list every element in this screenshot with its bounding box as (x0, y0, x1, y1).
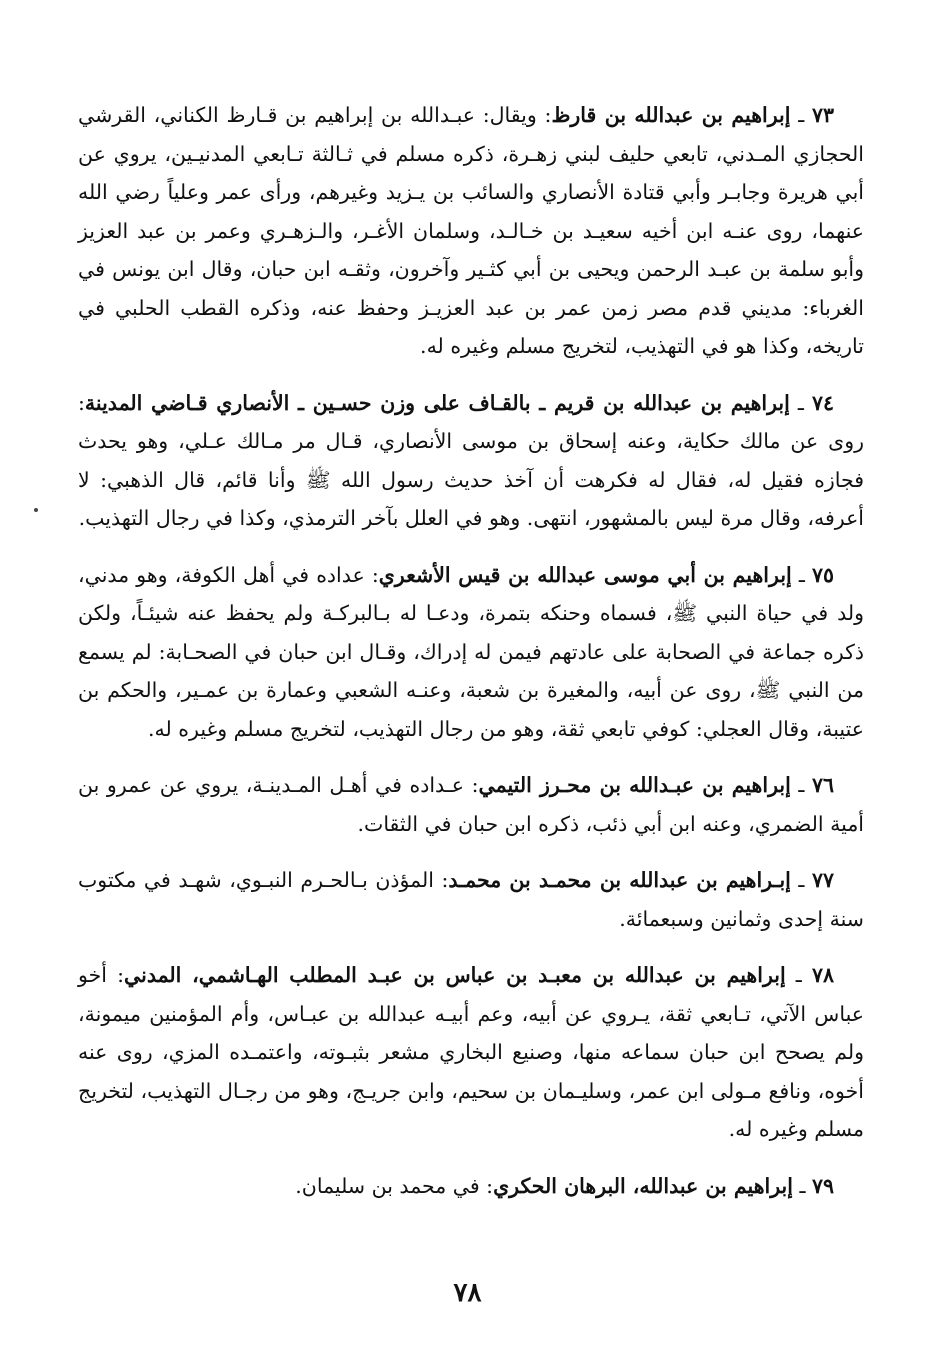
entry-text: : المؤذن بـالحـرم النبـوي، شهـد في مكتوب سنة إحدى وثمانين وسبعمائة. (78, 868, 864, 931)
entry-heading: إبراهيم بن عبـدالله بن محـرز التيمي (478, 773, 791, 797)
entry-number: ٧٥ (811, 562, 834, 587)
entry-78: ٧٨ ـ إبراهيم بن عبدالله بن معبـد بن عباس بن عبـد المطلب الهـاشمي، المدني: أخو عباس الآتي، تـابعي ثقة، يـروي عن أبيه، وعم أبيـه عبدالله بن عبـاس، وأم المؤمنين ميمونة، ولم يصحح ابن حبان سماعه منها، وصنيع البخاري مشعر بثبـوته، واعتمـده المزي، روى عنه أخوه، ونافع مـولى ابن عمر، وسليـمان بن سحيم، وابن جريـج، وهو من رجـال التهذيب، لتخريج مسلم وغيره له. (78, 963, 864, 1141)
entry-heading: إبراهيم بن عبدالله، البرهان الحكري (493, 1173, 793, 1198)
entry-heading: إبراهيم بن أبي موسى عبدالله بن قيس الأشعري (378, 562, 792, 587)
entry-heading: إبراهيم بن عبدالله بن قريم ـ بالقـاف على وزن حسـين ـ الأنصاري قـاضي المدينة (84, 390, 790, 415)
entry-heading: إبراهيم بن عبدالله بن معبـد بن عباس بن عبـد المطلب الهـاشمي، المدني (124, 963, 786, 987)
entry-heading: إبـراهيم بن عبدالله بن محمـد بن محمـد (448, 868, 791, 892)
entry-text: : أخو عباس الآتي، تـابعي ثقة، يـروي عن أبيه، وعم أبيـه عبدالله بن عبـاس، وأم المؤمنين ميمونة، ولم يصحح ابن حبان سماعه منها، وصنيع البخاري مشعر بثبـوته، واعتمـده المزي، روى عنه أخوه، ونافع مـولى ابن عمر، وسليـمان بن سحيم، وابن جريـج، وهو من رجـال التهذيب، لتخريج مسلم وغيره له. (78, 963, 864, 1141)
entry-text: : عداده في أهل الكوفة، وهو مدني، ولد في حياة النبي ﷺ، فسماه وحنكه بتمرة، ودعـا له بـالبركـة ولم يحفظ عنه شيئـاً، ولكن ذكره جماعة في الصحابة على عادتهم فيمن له إدراك، وقـال ابن حبان في الصحـابة: لم يسمع من النبي ﷺ، روى عن أبيه، والمغيرة بن شعبة، وعنـه الشعبي وعمارة بن عمـير، والحكم بن عتيبة، وقال العجلي: كوفي تابعي ثقة، وهو من رجال التهذيب، لتخريج مسلم وغيره له. (78, 562, 864, 741)
entry-text: : ويقال: عبـدالله بن إبراهيم بن قـارظ الكناني، القرشي الحجازي المـدني، تابعي حليف لبني زهـرة، ذكره مسلم في ثـالثة تـابعي المدنيـين، يروي عن أبي هريرة وجابـر وأبي قتادة الأنصاري والسائب بن يـزيد وغيرهم، ورأى عمر وعلياً رضي الله عنهما، روى عنـه ابن أخيه سعيـد بن خـالـد، وسلمان الأغـر، والـزهـري وعمر بن عبد العزيز وأبو سلمة بن عبـد الرحمن ويحيى بن أبي كثـير وآخرون، وثقـه ابن حبان، وقال ابن يونس في الغرباء: مديني قدم مصر زمن عمر بن عبد العزيـز وحفظ عنه، وذكره القطب الحلبي في تاريخه، وكذا هو في التهذيب، لتخريج مسلم وغيره له. (78, 103, 864, 358)
page-number: ٧٨ (453, 1278, 482, 1308)
entry-number: ٧٩ (811, 1173, 834, 1198)
entry-77: ٧٧ ـ إبـراهيم بن عبدالله بن محمـد بن محمـد: المؤذن بـالحـرم النبـوي، شهـد في مكتوب سنة إحدى وثمانين وسبعمائة. (78, 868, 864, 931)
entry-number: ٧٧ (811, 868, 834, 892)
entry-73: ٧٣ ـ إبراهيم بن عبدالله بن قارظ: ويقال: عبـدالله بن إبراهيم بن قـارظ الكناني، القرشي الحجازي المـدني، تابعي حليف لبني زهـرة، ذكره مسلم في ثـالثة تـابعي المدنيـين، يروي عن أبي هريرة وجابـر وأبي قتادة الأنصاري والسائب بن يـزيد وغيرهم، ورأى عمر وعلياً رضي الله عنهما، روى عنـه ابن أخيه سعيـد بن خـالـد، وسلمان الأغـر، والـزهـري وعمر بن عبد العزيز وأبو سلمة بن عبـد الرحمن ويحيى بن أبي كثـير وآخرون، وثقـه ابن حبان، وقال ابن يونس في الغرباء: مديني قدم مصر زمن عمر بن عبد العزيـز وحفظ عنه، وذكره القطب الحلبي في تاريخه، وكذا هو في التهذيب، لتخريج مسلم وغيره له. (78, 103, 864, 358)
entry-76: ٧٦ ـ إبراهيم بن عبـدالله بن محـرز التيمي: عـداده في أهـل المـدينـة، يروي عن عمرو بن أمية الضمري، وعنه ابن أبي ذئب، ذكره ابن حبان في الثقات. (78, 773, 864, 836)
entry-text: : في محمد بن سليمان. (295, 1173, 494, 1198)
entry-text: : عـداده في أهـل المـدينـة، يروي عن عمرو بن أمية الضمري، وعنه ابن أبي ذئب، ذكره ابن حبان في الثقات. (78, 773, 864, 836)
entry-heading: إبراهيم بن عبدالله بن قارظ (551, 103, 791, 127)
entry-74: ٧٤ ـ إبراهيم بن عبدالله بن قريم ـ بالقـاف على وزن حسـين ـ الأنصاري قـاضي المدينة: روى عن مالك حكاية، وعنه إسحاق بن موسى الأنصاري، قـال مر مـالك عـلي، وهو يحدث فجازه فقيل له، فقال له فكرهت أن آخذ حديث رسول الله ﷺ وأنا قائم، قال الذهبي: لا أعرفه، وقال مرة ليس بالمشهور، انتهى. وهو في العلل بآخر الترمذي، وكذا في رجال التهذيب. (78, 390, 864, 530)
margin-mark (34, 508, 38, 512)
entry-text: : روى عن مالك حكاية، وعنه إسحاق بن موسى الأنصاري، قـال مر مـالك عـلي، وهو يحدث فجازه فقيل له، فقال له فكرهت أن آخذ حديث رسول الله ﷺ وأنا قائم، قال الذهبي: لا أعرفه، وقال مرة ليس بالمشهور، انتهى. وهو في العلل بآخر الترمذي، وكذا في رجال التهذيب. (78, 390, 864, 530)
document-body (78, 96, 864, 1223)
entry-number: ٧٤ (811, 390, 834, 415)
entry-75: ٧٥ ـ إبراهيم بن أبي موسى عبدالله بن قيس الأشعري: عداده في أهل الكوفة، وهو مدني، ولد في حياة النبي ﷺ، فسماه وحنكه بتمرة، ودعـا له بـالبركـة ولم يحفظ عنه شيئـاً، ولكن ذكره جماعة في الصحابة على عادتهم فيمن له إدراك، وقـال ابن حبان في الصحـابة: لم يسمع من النبي ﷺ، روى عن أبيه، والمغيرة بن شعبة، وعنـه الشعبي وعمارة بن عمـير، والحكم بن عتيبة، وقال العجلي: كوفي تابعي ثقة، وهو من رجال التهذيب، لتخريج مسلم وغيره له. (78, 562, 864, 741)
entry-number: ٧٨ (811, 963, 834, 987)
entry-79: ٧٩ ـ إبراهيم بن عبدالله، البرهان الحكري: في محمد بن سليمان. (295, 1173, 834, 1198)
entry-number: ٧٣ (811, 103, 834, 127)
entry-number: ٧٦ (811, 773, 834, 797)
